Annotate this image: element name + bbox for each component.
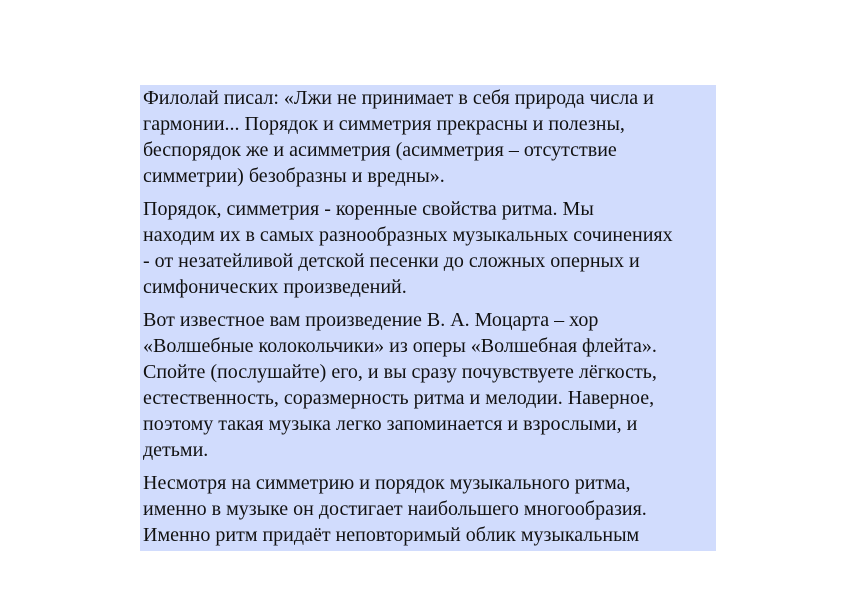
text-line: поэтому такая музыка легко запоминается и взрослыми, и (143, 413, 638, 435)
text-line: Именно ритм придаёт неповторимый облик музыкальным (143, 524, 640, 546)
text-line: естественность, соразмерность ритма и мелодии. Наверное, (143, 387, 655, 409)
paragraph-philolaus-quote (143, 85, 716, 189)
paragraph-rhythm-variety (143, 470, 716, 548)
text-line: «Волшебные колокольчики» из оперы «Волшебная флейта». (143, 335, 657, 357)
paragraph-rhythm-properties (143, 196, 716, 300)
text-line: находим их в самых разнообразных музыкальных сочинениях (143, 224, 673, 246)
text-line: Несмотря на симметрию и порядок музыкального ритма, (143, 472, 631, 494)
text-line: - от незатейливой детской песенки до сложных оперных и (143, 250, 640, 272)
text-line: Вот известное вам произведение В. А. Моцарта – хор (143, 309, 599, 331)
text-line: гармонии... Порядок и симметрия прекрасны и полезны, (143, 113, 625, 135)
text-line: Филолай писал: «Лжи не принимает в себя природа числа и (143, 87, 654, 109)
paragraph-mozart-example (143, 307, 716, 463)
text-line: Порядок, симметрия - коренные свойства ритма. Мы (143, 198, 594, 220)
text-line: симфонических произведений. (143, 276, 407, 298)
text-line: детьми. (143, 439, 209, 461)
text-line: именно в музыке он достигает наибольшего многообразия. (143, 498, 647, 520)
text-line: беспорядок же и асимметрия (асимметрия – отсутствие (143, 139, 617, 161)
text-line: симметрии) безобразны и вредны». (143, 165, 445, 187)
text-line: Спойте (послушайте) его, и вы сразу почувствуете лёгкость, (143, 361, 657, 383)
slide-text-box (140, 85, 716, 551)
